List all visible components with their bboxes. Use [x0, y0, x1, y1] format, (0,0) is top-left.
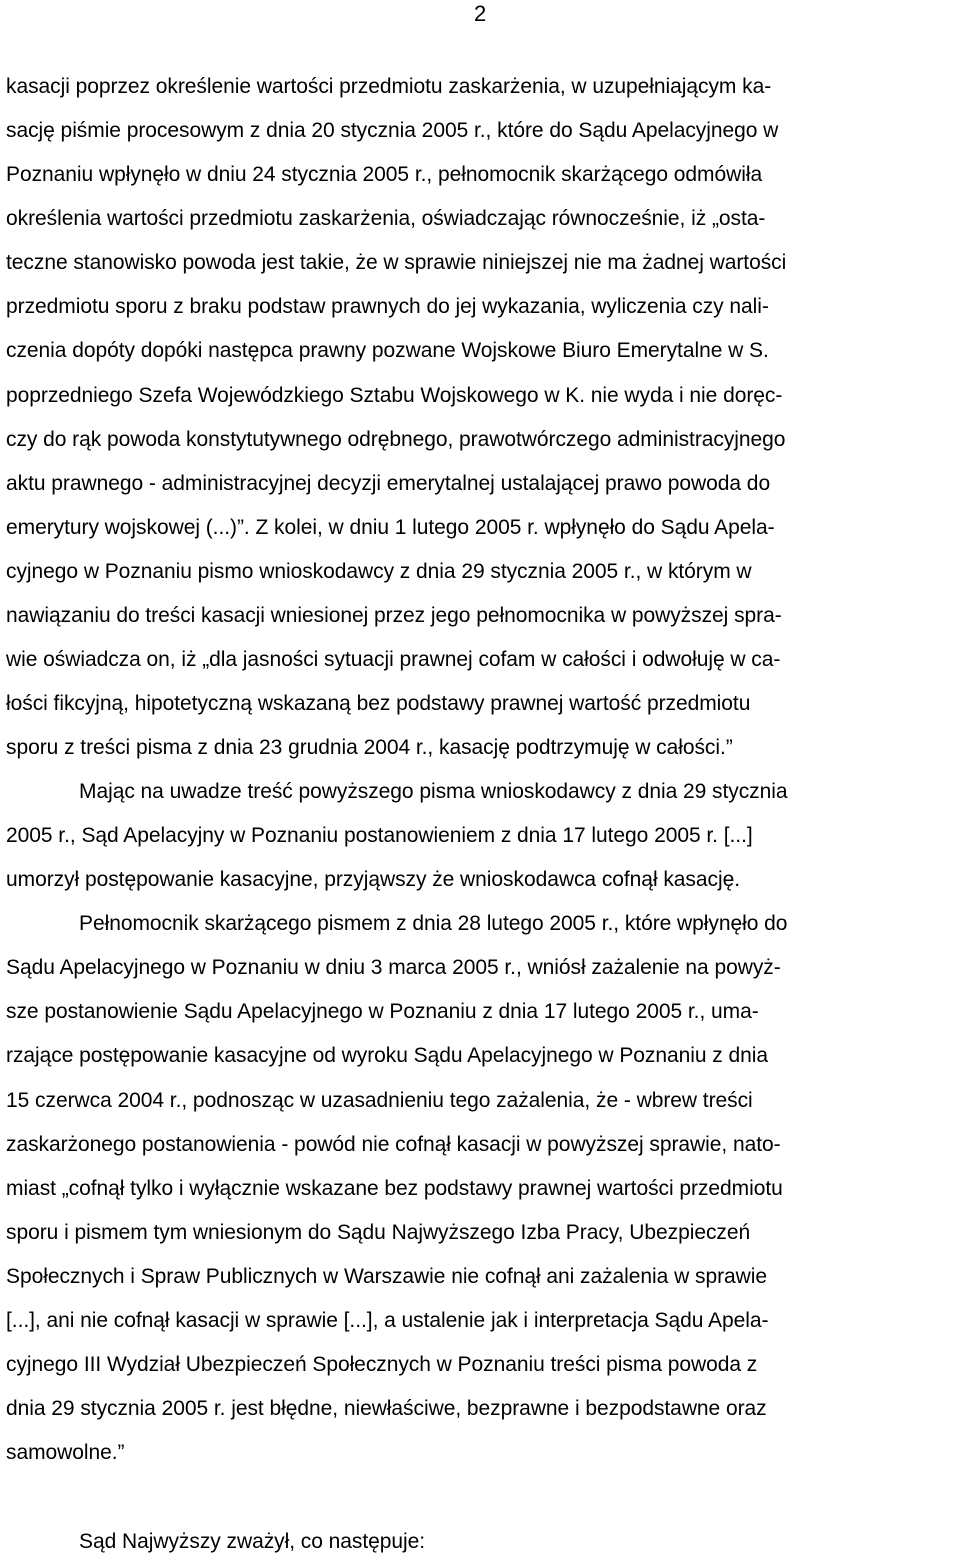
- text-line: Mając na uwadze treść powyższego pisma wnioskodawcy z dnia 29 stycznia: [79, 780, 788, 803]
- text-line: aktu prawnego - administracyjnej decyzji emerytalnej ustalającej prawo powoda do: [6, 472, 771, 495]
- text-line: nawiązaniu do treści kasacji wniesionej przez jego pełnomocnika w powyższej spra-: [6, 604, 782, 627]
- text-line: czenia dopóty dopóki następca prawny pozwane Wojskowe Biuro Emerytalne w S.: [6, 339, 769, 362]
- text-line: czy do rąk powoda konstytutywnego odrębnego, prawotwórczego administracyjnego: [6, 428, 786, 451]
- text-line: rzające postępowanie kasacyjne od wyroku Sądu Apelacyjnego w Poznaniu z dnia: [6, 1044, 769, 1067]
- text-line: sporu z treści pisma z dnia 23 grudnia 2004 r., kasację podtrzymuję w całości.”: [6, 736, 733, 759]
- text-line: kasacji poprzez określenie wartości przedmiotu zaskarżenia, w uzupełniającym ka-: [6, 75, 772, 98]
- text-line: Poznaniu wpłynęło w dniu 24 stycznia 2005 r., pełnomocnik skarżącego odmówiła: [6, 163, 763, 186]
- text-line: Społecznych i Spraw Publicznych w Warszawie nie cofnął ani zażalenia w sprawie: [6, 1265, 768, 1288]
- text-line: zaskarżonego postanowienia - powód nie cofnął kasacji w powyższej sprawie, nato-: [6, 1133, 781, 1156]
- text-line: umorzył postępowanie kasacyjne, przyjąwszy że wnioskodawca cofnął kasację.: [6, 868, 740, 891]
- text-line: łości fikcyjną, hipotetyczną wskazaną bez podstawy prawnej wartość przedmiotu: [6, 692, 751, 715]
- text-line: 2005 r., Sąd Apelacyjny w Poznaniu postanowieniem z dnia 17 lutego 2005 r. [...]: [6, 824, 753, 847]
- text-line: samowolne.”: [6, 1441, 125, 1464]
- page-number: 2: [474, 1, 487, 26]
- text-line: teczne stanowisko powoda jest takie, że w sprawie niniejszej nie ma żadnej wartości: [6, 251, 787, 274]
- text-line: przedmiotu sporu z braku podstaw prawnych do jej wykazania, wyliczenia czy nali-: [6, 295, 769, 318]
- text-line: miast „cofnął tylko i wyłącznie wskazane bez podstawy prawnej wartości przedmiotu: [6, 1177, 783, 1200]
- text-line: 15 czerwca 2004 r., podnosząc w uzasadnieniu tego zażalenia, że - wbrew treści: [6, 1089, 753, 1112]
- text-line: Sądu Apelacyjnego w Poznaniu w dniu 3 marca 2005 r., wniósł zażalenie na powyż-: [6, 956, 781, 979]
- text-line: sację piśmie procesowym z dnia 20 stycznia 2005 r., które do Sądu Apelacyjnego w: [6, 119, 779, 142]
- text-line: poprzedniego Szefa Wojewódzkiego Sztabu Wojskowego w K. nie wyda i nie doręc-: [6, 384, 783, 407]
- text-line: określenia wartości przedmiotu zaskarżenia, oświadczając równocześnie, iż „osta-: [6, 207, 766, 230]
- text-line: cyjnego w Poznaniu pismo wnioskodawcy z dnia 29 stycznia 2005 r., w którym w: [6, 560, 752, 583]
- text-line: Pełnomocnik skarżącego pismem z dnia 28 lutego 2005 r., które wpłynęło do: [79, 912, 788, 935]
- text-line: sze postanowienie Sądu Apelacyjnego w Poznaniu z dnia 17 lutego 2005 r., uma-: [6, 1000, 759, 1023]
- text-line: dnia 29 stycznia 2005 r. jest błędne, niewłaściwe, bezprawne i bezpodstawne oraz: [6, 1397, 767, 1420]
- text-line: wie oświadcza on, iż „dla jasności sytuacji prawnej cofam w całości i odwołuję w ca-: [6, 648, 781, 671]
- text-line: [...], ani nie cofnął kasacji w sprawie [...], a ustalenie jak i interpretacja Sądu Apela-: [6, 1309, 769, 1332]
- text-line: cyjnego III Wydział Ubezpieczeń Społecznych w Poznaniu treści pisma powoda z: [6, 1353, 758, 1376]
- text-line: emerytury wojskowej (...)”. Z kolei, w dniu 1 lutego 2005 r. wpłynęło do Sądu Apela-: [6, 516, 775, 539]
- closing-heading: Sąd Najwyższy zważył, co następuje:: [79, 1530, 426, 1553]
- text-line: sporu i pismem tym wniesionym do Sądu Najwyższego Izba Pracy, Ubezpieczeń: [6, 1221, 751, 1244]
